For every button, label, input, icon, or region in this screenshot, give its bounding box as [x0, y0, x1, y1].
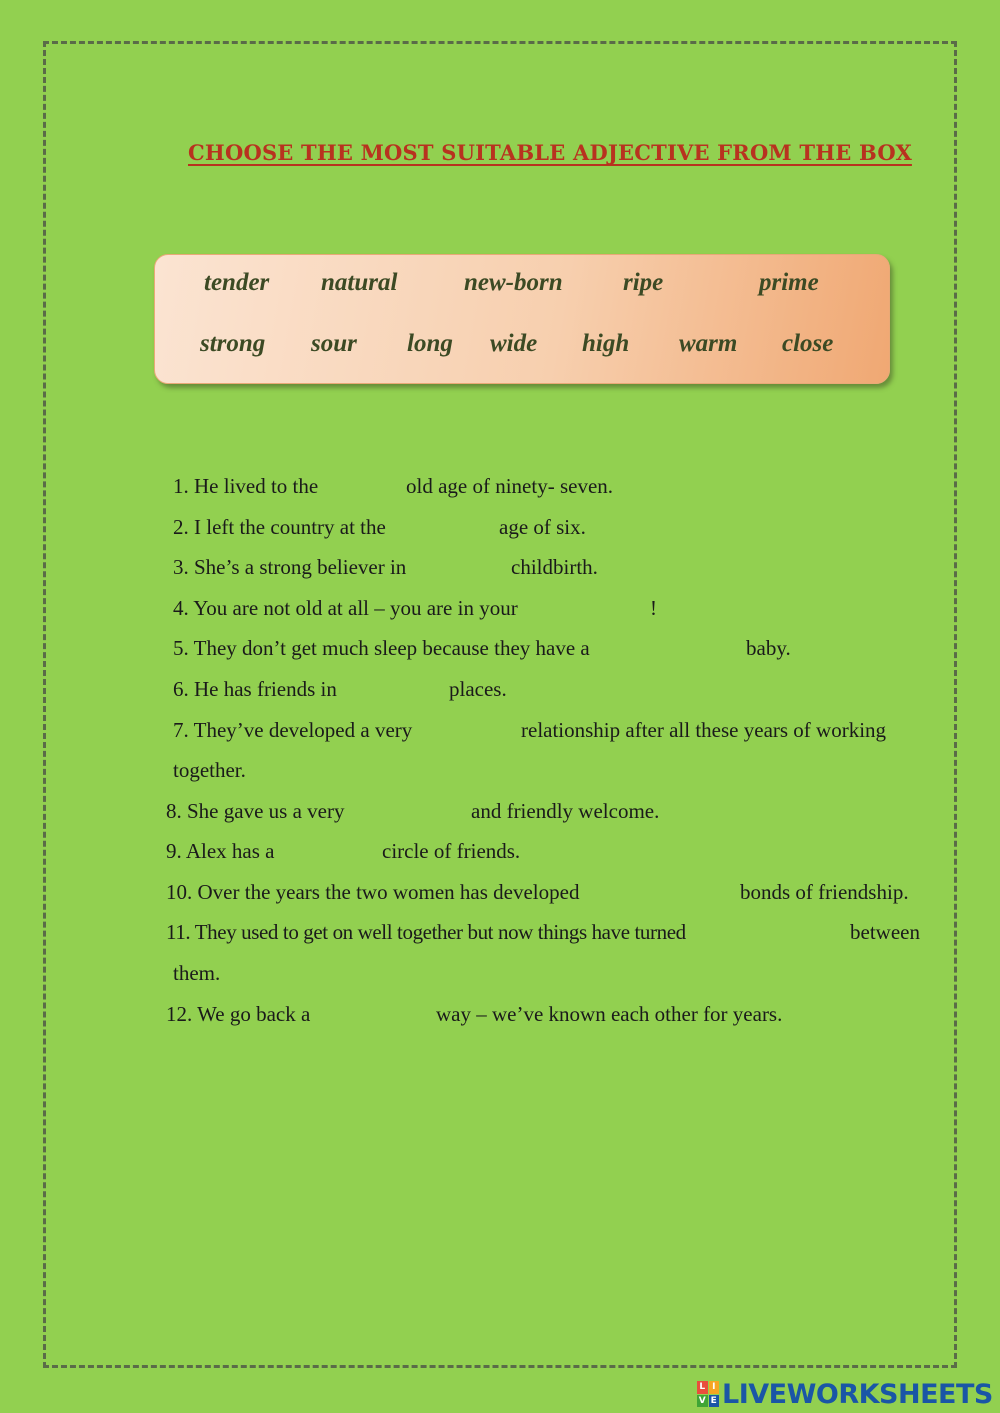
logo-letter-e: E [709, 1395, 720, 1408]
word-long: long [407, 330, 453, 357]
question-2-text: 2. I left the country at the [173, 515, 386, 539]
word-ripe: ripe [623, 269, 664, 296]
word-new-born: new-born [464, 269, 563, 296]
liveworksheets-logo-icon [697, 1381, 719, 1407]
word-warm: warm [679, 330, 738, 357]
question-6-text: 6. He has friends in [173, 677, 337, 701]
question-9-text: 9. Alex has a [166, 839, 275, 863]
question-11-continuation: them. [173, 961, 221, 985]
question-10-text: 10. Over the years the two women has developed [166, 880, 580, 904]
question-12-text-after: way – we’ve known each other for years. [436, 1002, 783, 1026]
question-4-text: 4. You are not old at all – you are in your [173, 596, 518, 620]
word-natural: natural [321, 269, 398, 296]
worksheet-title: CHOOSE THE MOST SUITABLE ADJECTIVE FROM THE BOX [188, 140, 912, 165]
question-3-text: 3. She’s a strong believer in [173, 555, 407, 579]
question-11-text: 11. They used to get on well together but now things have turned [166, 920, 686, 944]
page-border [43, 41, 957, 1368]
word-sour: sour [311, 330, 357, 357]
question-10-text-after: bonds of friendship. [740, 880, 909, 904]
question-4-text-after: ! [650, 596, 657, 620]
question-5-text-after: baby. [746, 636, 791, 660]
question-2-text-after: age of six. [499, 515, 586, 539]
logo-letter-l: L [697, 1381, 708, 1394]
question-5-text: 5. They don’t get much sleep because they have a [173, 636, 590, 660]
question-8-text-after: and friendly welcome. [471, 799, 660, 823]
question-1-text-after: old age of ninety- seven. [406, 474, 614, 498]
question-11-text-after: between [850, 920, 920, 944]
word-strong: strong [200, 330, 266, 357]
question-1-text: 1. He lived to the [173, 474, 319, 498]
liveworksheets-logo [697, 1380, 993, 1408]
logo-letter-v: V [698, 1395, 706, 1406]
question-6-text-after: places. [449, 677, 507, 701]
word-high: high [582, 330, 630, 357]
word-wide: wide [490, 330, 538, 357]
word-close: close [782, 330, 834, 357]
liveworksheets-logo-text: LIVEWORKSHEETS [722, 1378, 993, 1410]
word-prime: prime [759, 269, 819, 296]
word-box [154, 254, 890, 384]
logo-letter-i: I [709, 1381, 720, 1394]
question-12-text: 12. We go back a [166, 1002, 311, 1026]
question-8-text: 8. She gave us a very [166, 799, 345, 823]
question-7-text: 7. They’ve developed a very [173, 718, 413, 742]
question-7-text-after: relationship after all these years of working [521, 718, 887, 742]
word-tender: tender [204, 269, 270, 296]
question-9-text-after: circle of friends. [382, 839, 521, 863]
question-7-continuation: together. [173, 758, 246, 782]
question-3-text-after: childbirth. [511, 555, 598, 579]
